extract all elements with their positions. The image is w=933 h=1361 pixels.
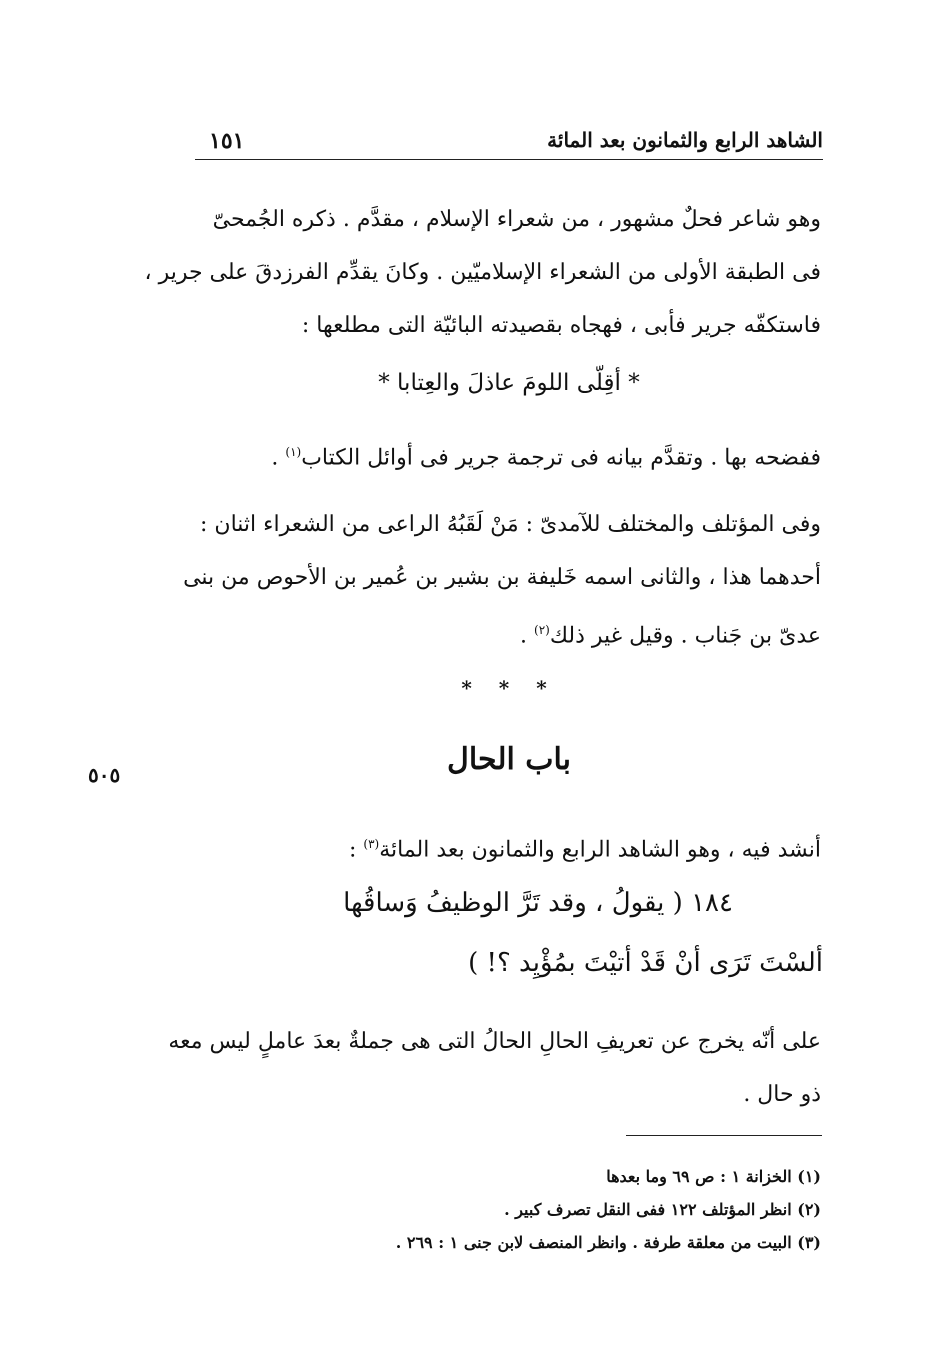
page-number: ١٥١ [209, 128, 245, 154]
footnote: (١) الخزانة ١ : ص ٦٩ وما بعدها [606, 1167, 821, 1186]
footnote-ref: (٢) [534, 623, 550, 637]
text-line: أحدهما هذا ، والثانى اسمه خَليفة بن بشير بن عُمير بن الأحوص من بنى [183, 565, 821, 590]
quoted-verse: * أقِلّى اللومَ عاذلَ والعِتابا * [378, 370, 640, 396]
example-verse-line-1: ١٨٤ ( يقولُ ، وقد تَرَّ الوظيفُ وَساقُها [343, 888, 733, 918]
running-header [195, 122, 823, 160]
text-line: ذو حال . [743, 1082, 821, 1107]
text-line: فاستكفّه جرير فأبى ، فهجاه بقصيدته البائيّة التى مطلعها : [301, 313, 821, 338]
text-line: فى الطبقة الأولى من الشعراء الإسلاميّين . وكانَ يقدِّم الفرزدقَ على جرير ، [144, 260, 821, 285]
header-rule [195, 159, 823, 160]
footnote: (٣) البيت من معلقة طرفة . وانظر المنصف لابن جنى ١ : ٢٦٩ . [395, 1233, 821, 1252]
commentary-paragraph [168, 1015, 821, 1121]
footnote-ref: (٣) [363, 837, 380, 851]
footnotes [171, 1160, 821, 1259]
intro-line: أنشد فيه ، وهو الشاهد الرابع والثمانون بعد المائة$^{(٣)}$ : [348, 837, 821, 863]
text-line: على أنّه يخرج عن تعريفِ الحالِ الحالُ التى هى جملةٌ بعدَ عاملٍ ليس معه [168, 1029, 821, 1054]
amidi-paragraph: وفى المؤتلف والمختلف للآمدىّ : مَنْ لَقَبُهُ الراعى من الشعراء اثنان : أحدهما هذا ، والثانى اسمه خَليفة بن بشير بن عُمير بن الأحوص من بنى عدىّ بن جَناب . وقيل غير ذلك$^{(٢)}$ . [196, 498, 821, 662]
header-title: الشاهد الرابع والثمانون بعد المائة [547, 128, 823, 152]
example-verse-line-2: ألسْتَ تَرَى أنْ قَدْ أتيْتَ بمُؤْيِد ؟! ) [468, 948, 823, 978]
footnote-ref: (١) [285, 445, 302, 459]
text-line: وهو شاعر فحلٌ مشهور ، من شعراء الإسلام ، مقدَّم . ذكره الجُمحىّ [212, 207, 821, 232]
text-line: وفى المؤتلف والمختلف للآمدىّ : مَنْ لَقَبُهُ الراعى من الشعراء اثنان : [200, 512, 821, 537]
text-line: أنشد فيه ، وهو الشاهد الرابع والثمانون بعد المائة [379, 837, 821, 863]
section-divider: * * * [461, 676, 557, 700]
footnote: (٢) انظر المؤتلف ١٢٢ ففى النقل تصرف كبير . [504, 1200, 821, 1219]
chapter-heading: باب الحال [447, 742, 571, 777]
text-line: ففضحه بها . وتقدَّم بيانه فى ترجمة جرير فى أوائل الكتاب [301, 445, 821, 471]
margin-number: ٥٠٥ [88, 763, 121, 787]
verse-note: ففضحه بها . وتقدَّم بيانه فى ترجمة جرير فى أوائل الكتاب$^{(١)}$ . [271, 445, 821, 471]
footnote-rule [626, 1135, 822, 1136]
biography-paragraph [144, 193, 821, 352]
text-line: عدىّ بن جَناب . وقيل غير ذلك [549, 623, 821, 649]
